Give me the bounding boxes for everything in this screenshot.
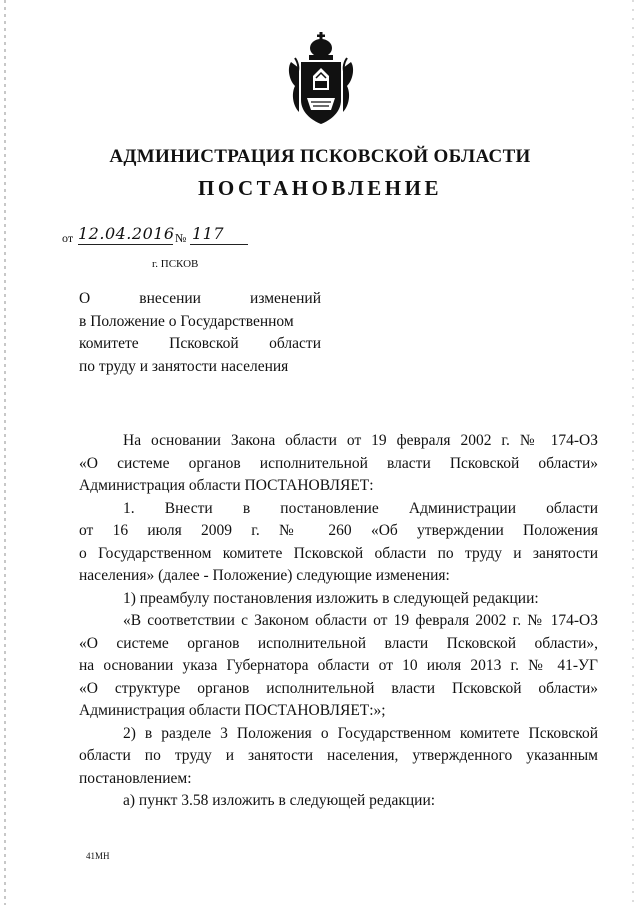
body-line: «О системе органов исполнительной власти Псковской области» <box>79 454 598 472</box>
organization-title: АДМИНИСТРАЦИЯ ПСКОВСКОЙ ОБЛАСТИ <box>109 146 531 167</box>
body-line: «О системе органов исполнительной власти Псковской области», <box>79 634 598 652</box>
body-line: 1) преамбулу постановления изложить в следующей редакции: <box>123 589 539 607</box>
crown-icon <box>309 32 333 60</box>
body-line: 1. Внести в постановление Администрации области <box>123 499 598 517</box>
body-line: от 16 июля 2009 г. № 260 «Об утверждении Положения <box>79 522 598 539</box>
body-line: населения» (далее - Положение) следующие изменения: <box>79 567 450 584</box>
body-line: На основании Закона области от 19 февраля 2002 г. № 174-ОЗ <box>123 432 598 449</box>
body-line: постановлением: <box>79 769 192 787</box>
city: г. ПСКОВ <box>152 258 199 270</box>
subject-line: комитете Псковской области <box>79 335 321 352</box>
body-line: на основании указа Губернатора области от 10 июля 2013 г. № 41-УГ <box>79 657 598 674</box>
date-underline <box>78 244 173 245</box>
date-prefix: от <box>62 231 74 245</box>
number-underline <box>190 244 248 245</box>
document-body <box>79 430 598 813</box>
body-line: «В соответствии с Законом области от 19 февраля 2002 г. № 174-ОЗ <box>123 612 598 629</box>
body-line: Администрация области ПОСТАНОВЛЯЕТ:»; <box>79 702 386 719</box>
subject-line: в Положение о Государственном <box>79 312 294 330</box>
subject-line: О внесении изменений <box>79 290 321 307</box>
subject-line: по труду и занятости населения <box>79 357 289 375</box>
body-line: области по труду и занятости населения, утвержденного указанным <box>79 747 598 764</box>
registration-line <box>62 226 262 246</box>
handwritten-number: 117 <box>192 224 225 243</box>
body-line: 2) в разделе 3 Положения о Государственном комитете Псковской <box>123 724 598 742</box>
body-line: а) пункт 3.58 изложить в следующей редакции: <box>123 792 436 809</box>
body-line: о Государственном комитете Псковской области по труду и занятости <box>79 544 598 562</box>
handwritten-date: 12.04.2016 <box>78 224 175 243</box>
scan-edge-right <box>632 0 634 905</box>
document-type: ПОСТАНОВЛЕНИЕ <box>198 176 442 200</box>
footer-code: 41МН <box>86 851 110 861</box>
coat-of-arms-icon <box>285 28 357 128</box>
body-line: Администрация области ПОСТАНОВЛЯЕТ: <box>79 477 374 494</box>
scan-edge-left <box>4 0 6 905</box>
number-prefix: № <box>175 231 187 245</box>
document-subject <box>79 288 321 378</box>
body-line: «О структуре органов исполнительной власти Псковской области» <box>79 679 598 697</box>
